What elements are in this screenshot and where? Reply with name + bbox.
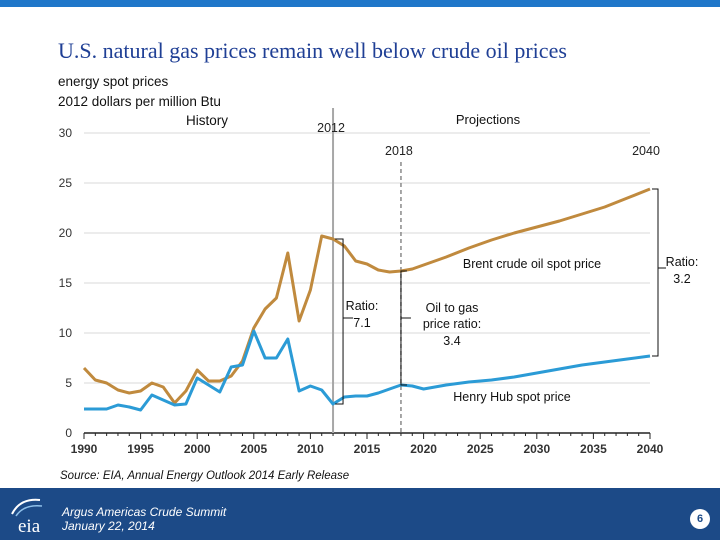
- chart-subtitle-units: energy spot prices: [58, 74, 169, 89]
- ratio-2012-label-2: 7.1: [353, 316, 371, 330]
- y-tick-label: 15: [58, 276, 72, 290]
- x-tick-label: 2000: [183, 442, 211, 456]
- x-tick-label: 2025: [466, 442, 494, 456]
- ratio-2018-label-1: Oil to gas: [425, 301, 479, 315]
- eia-logo-text: eia: [18, 516, 41, 537]
- y-tick-label: 10: [58, 326, 72, 340]
- footer-date: January 22, 2014: [62, 519, 155, 533]
- x-tick-label: 2020: [410, 442, 437, 456]
- y-tick-label: 30: [58, 126, 72, 140]
- brent-series-label: Brent crude oil spot price: [462, 257, 602, 271]
- x-tick-label: 2030: [523, 442, 551, 456]
- history-label: History: [185, 113, 228, 128]
- x-tick-label: 1995: [127, 442, 154, 456]
- x-tick-label: 2015: [353, 442, 381, 456]
- ratio-2018-label-3: 3.4: [443, 334, 461, 348]
- slide-title: U.S. natural gas prices remain well below crude oil prices: [58, 38, 567, 63]
- ratio-2012-bracket: [335, 239, 343, 404]
- chart-subtitle-dollars: 2012 dollars per million Btu: [58, 94, 221, 109]
- marker-label-2040: 2040: [632, 144, 660, 158]
- marker-label-2012: 2012: [317, 121, 345, 135]
- x-tick-label: 2040: [636, 442, 664, 456]
- y-tick-label: 20: [58, 226, 72, 240]
- ratio-2040-label-1: Ratio:: [665, 255, 699, 269]
- y-tick-label: 25: [58, 176, 72, 190]
- henry-hub-series-label: Henry Hub spot price: [453, 390, 571, 404]
- x-tick-label: 1990: [70, 442, 98, 456]
- series-line-brent-crude-oil-spot-price: [84, 189, 650, 403]
- source-note: Source: EIA, Annual Energy Outlook 2014 Early Release: [60, 470, 350, 482]
- x-tick-label: 2035: [580, 442, 607, 456]
- footer-event: Argus Americas Crude Summit: [62, 505, 227, 519]
- ratio-2040-bracket: [652, 189, 658, 356]
- projections-label: Projections: [455, 112, 521, 127]
- ratio-2018-label-2: price ratio:: [422, 317, 482, 331]
- x-tick-label: 2005: [240, 442, 268, 456]
- page-number: 6: [690, 509, 710, 529]
- y-tick-label: 0: [65, 426, 72, 440]
- eia-logo-icon: [6, 494, 54, 536]
- ratio-2040-label-2: 3.2: [673, 272, 691, 286]
- marker-label-2018: 2018: [385, 144, 413, 158]
- x-tick-label: 2010: [297, 442, 324, 456]
- y-tick-label: 5: [65, 376, 72, 390]
- footer-bar: [0, 488, 720, 540]
- ratio-2018-bracket: [401, 271, 407, 385]
- ratio-2012-label-1: Ratio:: [345, 299, 379, 313]
